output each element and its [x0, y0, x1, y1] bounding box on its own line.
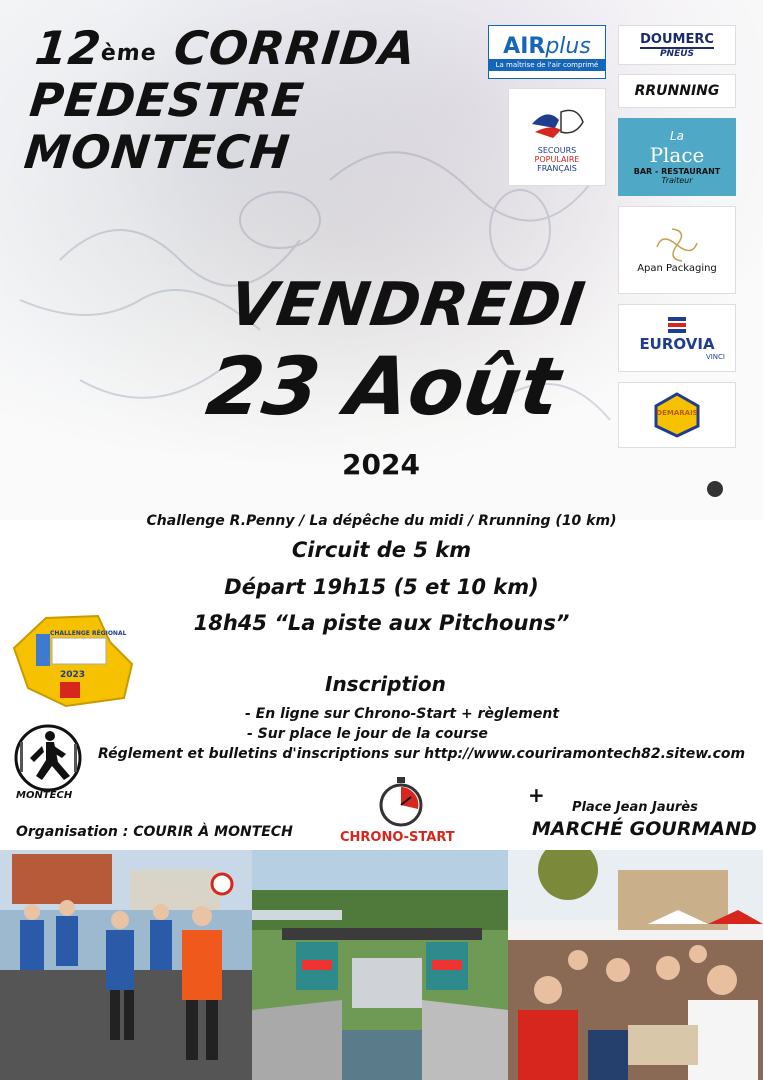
- event-day: VENDREDI: [225, 270, 590, 340]
- inscription-bulletins: Réglement et bulletins d'inscriptions sur http://www.couriramontech82.sitew.com: [98, 746, 746, 762]
- pitchouns-line: 18h45 “La piste aux Pitchouns”: [193, 611, 570, 635]
- apan-packaging-logo: [618, 206, 736, 294]
- apan-text: Apan Packaging: [637, 262, 717, 274]
- place-jean-jaures: Place Jean Jaurès: [572, 800, 698, 815]
- challenge-line: Challenge R.Penny / La dépêche du midi / Rrunning (10 km): [146, 513, 617, 529]
- organisation-text: Organisation : COURIR À MONTECH: [16, 824, 293, 840]
- title-line-2: PEDESTRE: [27, 73, 307, 127]
- stopwatch-icon: [378, 775, 424, 829]
- marche-gourmand: MARCHÉ GOURMAND: [532, 818, 757, 840]
- title-line-3: MONTECH: [21, 125, 293, 179]
- secours-text-1: SECOURS: [537, 145, 577, 155]
- la-place-text-1: La: [669, 129, 685, 143]
- airplus-logo-text: AIR: [503, 33, 546, 59]
- airplus-tagline: La maîtrise de l'air comprimé: [489, 59, 605, 71]
- plus-sign: +: [528, 783, 545, 807]
- rrunning-logo: [618, 74, 736, 108]
- challenge-regional-badge: [6, 612, 136, 710]
- depart-line: Départ 19h15 (5 et 10 km): [224, 575, 539, 599]
- eurovia-logo: [618, 304, 736, 372]
- dove-hand-icon: [527, 102, 587, 146]
- secours-text-2: POPULAIRE: [534, 154, 580, 164]
- event-year: 2024: [342, 448, 420, 481]
- la-place-text-4: Traiteur: [661, 176, 693, 185]
- inscription-title: Inscription: [325, 672, 446, 696]
- la-place-text-2: Place: [649, 143, 705, 167]
- title-line-1: CORRIDA: [171, 21, 419, 75]
- event-date: 23 Août: [201, 340, 566, 433]
- la-place-logo: [618, 118, 736, 196]
- airplus-logo: [488, 25, 606, 79]
- market-crowd-photo: [508, 850, 763, 1080]
- club-logo-text: MONTECH: [16, 790, 73, 801]
- secours-populaire-logo: [508, 88, 606, 186]
- airplus-logo-text-b: plus: [545, 33, 591, 59]
- demarais-logo: [618, 382, 736, 448]
- vinci-text: VINCI: [705, 353, 725, 361]
- runners-photo: [0, 850, 252, 1080]
- race-title: [22, 22, 419, 178]
- demarais-text: DEMARAIS: [656, 409, 698, 417]
- edition-number: 12: [32, 21, 105, 75]
- challenge-badge-year: 2023: [60, 670, 86, 680]
- doumerc-sub: PNEUS: [659, 48, 695, 59]
- sunburst-icon: [652, 227, 702, 263]
- eurovia-stack-icon: [664, 315, 690, 335]
- challenge-badge-text: CHALLENGE RÉGIONAL: [50, 630, 127, 637]
- secours-text-3: FRANÇAIS: [537, 163, 577, 173]
- edition-ordinal: ème: [99, 41, 158, 66]
- inscription-onsite: - Sur place le jour de la course: [247, 726, 488, 742]
- doumerc-text: DOUMERC: [640, 31, 714, 47]
- inscription-online: - En ligne sur Chrono-Start + règlement: [245, 706, 560, 722]
- canal-lock-photo: [252, 850, 508, 1080]
- doumerc-logo: [618, 25, 736, 65]
- circuit-line: Circuit de 5 km: [291, 538, 472, 562]
- eurovia-text: EUROVIA: [639, 335, 715, 353]
- la-place-text-3: BAR - RESTAURANT: [633, 167, 721, 176]
- chrono-start-logo-text: CHRONO-START: [340, 830, 455, 845]
- rrunning-text: RRUNNING: [634, 83, 720, 99]
